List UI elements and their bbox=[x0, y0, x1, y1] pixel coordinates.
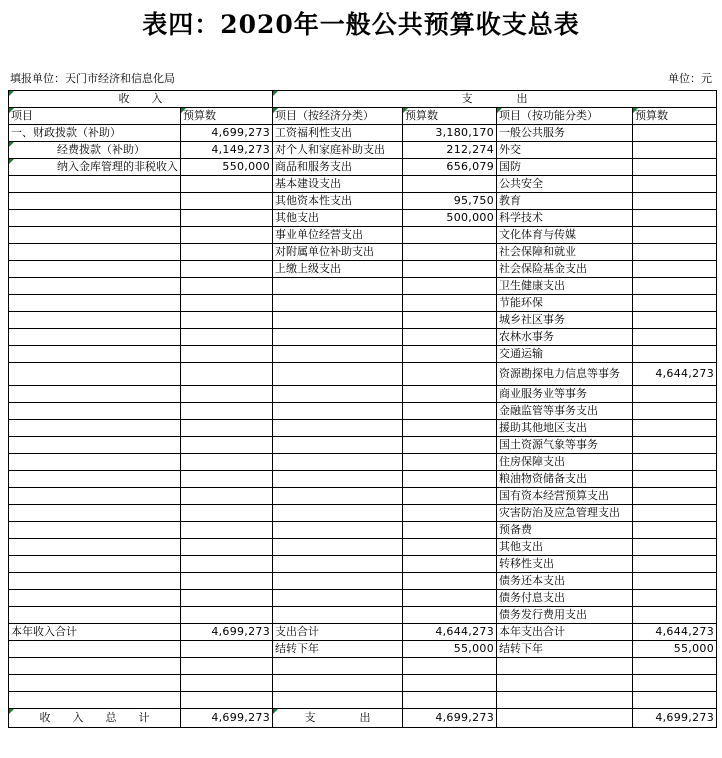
econ-item-cell: 工资福利性支出 bbox=[273, 125, 403, 142]
func-item-cell: 灾害防治及应急管理支出 bbox=[497, 505, 633, 522]
econ-budget-cell: 4,644,273 bbox=[403, 624, 497, 641]
econ-budget-cell bbox=[403, 437, 497, 454]
income-item-cell bbox=[9, 573, 181, 590]
econ-budget-cell bbox=[403, 420, 497, 437]
table-row bbox=[9, 522, 717, 539]
econ-budget-cell bbox=[403, 176, 497, 193]
econ-item-cell: 对个人和家庭补助支出 bbox=[273, 142, 403, 159]
econ-budget-cell bbox=[403, 261, 497, 278]
func-budget-cell bbox=[633, 505, 717, 522]
econ-budget-cell bbox=[403, 312, 497, 329]
income-item-cell bbox=[9, 295, 181, 312]
income-item-cell bbox=[9, 329, 181, 346]
income-budget-cell bbox=[181, 193, 273, 210]
econ-item-cell bbox=[273, 675, 403, 692]
income-budget-cell bbox=[181, 522, 273, 539]
income-item-cell bbox=[9, 420, 181, 437]
func-item-cell: 预备费 bbox=[497, 522, 633, 539]
econ-item-cell bbox=[273, 658, 403, 675]
table-row bbox=[9, 641, 717, 658]
income-budget-cell bbox=[181, 363, 273, 386]
income-item-cell bbox=[9, 261, 181, 278]
income-item-cell bbox=[9, 675, 181, 692]
func-item-cell: 其他支出 bbox=[497, 539, 633, 556]
func-budget-cell: 4,644,273 bbox=[633, 363, 717, 386]
income-item-cell bbox=[9, 386, 181, 403]
income-budget-cell bbox=[181, 227, 273, 244]
func-budget-header: 预算数 bbox=[633, 108, 717, 125]
grand-total-row bbox=[9, 709, 717, 728]
table-row bbox=[9, 329, 717, 346]
income-budget-cell bbox=[181, 641, 273, 658]
table-row bbox=[9, 227, 717, 244]
expense-total-value: 4,699,273 bbox=[403, 709, 497, 728]
func-item-cell: 卫生健康支出 bbox=[497, 278, 633, 295]
econ-item-cell bbox=[273, 573, 403, 590]
income-item-cell bbox=[9, 556, 181, 573]
econ-item-cell bbox=[273, 607, 403, 624]
econ-budget-cell bbox=[403, 227, 497, 244]
econ-budget-cell: 55,000 bbox=[403, 641, 497, 658]
econ-item-cell bbox=[273, 295, 403, 312]
income-budget-cell bbox=[181, 539, 273, 556]
income-item-cell bbox=[9, 363, 181, 386]
func-item-cell: 文化体育与传媒 bbox=[497, 227, 633, 244]
econ-item-cell bbox=[273, 346, 403, 363]
func-item-header: 项目（按功能分类） bbox=[497, 108, 633, 125]
func-item-cell bbox=[497, 658, 633, 675]
income-budget-cell bbox=[181, 590, 273, 607]
income-item-cell bbox=[9, 244, 181, 261]
econ-budget-cell bbox=[403, 692, 497, 709]
income-budget-cell bbox=[181, 278, 273, 295]
income-budget-cell bbox=[181, 244, 273, 261]
func-item-cell: 社会保障和就业 bbox=[497, 244, 633, 261]
table-row bbox=[9, 658, 717, 675]
func-item-cell: 债务还本支出 bbox=[497, 573, 633, 590]
func-budget-cell bbox=[633, 539, 717, 556]
econ-budget-cell bbox=[403, 488, 497, 505]
econ-item-cell bbox=[273, 556, 403, 573]
econ-budget-cell: 95,750 bbox=[403, 193, 497, 210]
income-budget-cell bbox=[181, 488, 273, 505]
econ-budget-cell bbox=[403, 363, 497, 386]
econ-budget-cell bbox=[403, 505, 497, 522]
func-budget-cell bbox=[633, 312, 717, 329]
econ-item-cell: 基本建设支出 bbox=[273, 176, 403, 193]
econ-budget-cell: 212,274 bbox=[403, 142, 497, 159]
econ-budget-cell: 656,079 bbox=[403, 159, 497, 176]
func-budget-cell bbox=[633, 607, 717, 624]
econ-item-cell: 对附属单位补助支出 bbox=[273, 244, 403, 261]
income-item-cell bbox=[9, 312, 181, 329]
func-total-value: 4,699,273 bbox=[633, 709, 717, 728]
func-budget-cell bbox=[633, 244, 717, 261]
func-budget-cell bbox=[633, 420, 717, 437]
func-item-cell: 公共安全 bbox=[497, 176, 633, 193]
econ-item-cell bbox=[273, 386, 403, 403]
econ-budget-cell bbox=[403, 675, 497, 692]
reporting-unit: 填报单位：天门市经济和信息化局 bbox=[10, 72, 175, 85]
func-budget-cell bbox=[633, 193, 717, 210]
func-budget-cell bbox=[633, 210, 717, 227]
income-budget-cell bbox=[181, 556, 273, 573]
table-row bbox=[9, 193, 717, 210]
income-item-cell bbox=[9, 278, 181, 295]
econ-budget-cell: 500,000 bbox=[403, 210, 497, 227]
func-item-cell: 结转下年 bbox=[497, 641, 633, 658]
func-budget-cell bbox=[633, 261, 717, 278]
func-item-cell: 债务发行费用支出 bbox=[497, 607, 633, 624]
func-budget-cell bbox=[633, 142, 717, 159]
table-row bbox=[9, 142, 717, 159]
income-item-cell bbox=[9, 403, 181, 420]
func-budget-cell bbox=[633, 488, 717, 505]
table-row bbox=[9, 420, 717, 437]
func-budget-cell bbox=[633, 386, 717, 403]
func-budget-cell bbox=[633, 329, 717, 346]
econ-item-cell: 结转下年 bbox=[273, 641, 403, 658]
income-budget-header: 预算数 bbox=[181, 108, 273, 125]
income-budget-cell bbox=[181, 403, 273, 420]
func-budget-cell bbox=[633, 522, 717, 539]
table-row bbox=[9, 471, 717, 488]
econ-item-cell bbox=[273, 278, 403, 295]
econ-budget-cell bbox=[403, 278, 497, 295]
expense-section-header: 支 出 bbox=[273, 91, 717, 108]
table-row bbox=[9, 346, 717, 363]
func-item-cell: 粮油物资储备支出 bbox=[497, 471, 633, 488]
table-row bbox=[9, 363, 717, 386]
table-row bbox=[9, 261, 717, 278]
table-row bbox=[9, 675, 717, 692]
func-item-cell: 外交 bbox=[497, 142, 633, 159]
econ-item-cell: 商品和服务支出 bbox=[273, 159, 403, 176]
table-row bbox=[9, 590, 717, 607]
income-budget-cell bbox=[181, 346, 273, 363]
econ-budget-cell bbox=[403, 454, 497, 471]
table-row bbox=[9, 573, 717, 590]
income-budget-cell bbox=[181, 386, 273, 403]
econ-item-cell bbox=[273, 363, 403, 386]
func-budget-cell bbox=[633, 590, 717, 607]
func-item-cell: 商业服务业等事务 bbox=[497, 386, 633, 403]
func-budget-cell bbox=[633, 454, 717, 471]
table-row bbox=[9, 403, 717, 420]
econ-budget-cell bbox=[403, 590, 497, 607]
func-item-cell bbox=[497, 675, 633, 692]
func-budget-cell bbox=[633, 471, 717, 488]
econ-budget-cell bbox=[403, 539, 497, 556]
func-item-cell: 国有资本经营预算支出 bbox=[497, 488, 633, 505]
econ-budget-cell bbox=[403, 607, 497, 624]
table-row bbox=[9, 607, 717, 624]
econ-budget-cell bbox=[403, 346, 497, 363]
func-item-cell: 国土资源气象等事务 bbox=[497, 437, 633, 454]
econ-item-cell bbox=[273, 488, 403, 505]
econ-budget-cell bbox=[403, 329, 497, 346]
table-row bbox=[9, 386, 717, 403]
func-budget-cell bbox=[633, 159, 717, 176]
econ-budget-header: 预算数 bbox=[403, 108, 497, 125]
income-budget-cell bbox=[181, 573, 273, 590]
func-item-cell: 金融监管等事务支出 bbox=[497, 403, 633, 420]
income-item-cell bbox=[9, 607, 181, 624]
func-budget-cell: 4,644,273 bbox=[633, 624, 717, 641]
income-budget-cell: 550,000 bbox=[181, 159, 273, 176]
table-row bbox=[9, 454, 717, 471]
table-row bbox=[9, 176, 717, 193]
econ-item-header: 项目（按经济分类） bbox=[273, 108, 403, 125]
income-item-cell bbox=[9, 437, 181, 454]
income-item-cell bbox=[9, 346, 181, 363]
table-row bbox=[9, 488, 717, 505]
table-row bbox=[9, 437, 717, 454]
table-row bbox=[9, 312, 717, 329]
income-budget-cell bbox=[181, 437, 273, 454]
income-budget-cell bbox=[181, 295, 273, 312]
econ-item-cell bbox=[273, 692, 403, 709]
income-item-cell bbox=[9, 193, 181, 210]
func-budget-cell: 55,000 bbox=[633, 641, 717, 658]
income-item-cell bbox=[9, 454, 181, 471]
econ-item-cell bbox=[273, 329, 403, 346]
income-budget-cell bbox=[181, 210, 273, 227]
table-body bbox=[9, 125, 717, 709]
income-item-cell bbox=[9, 176, 181, 193]
func-item-cell bbox=[497, 692, 633, 709]
table-row bbox=[9, 159, 717, 176]
econ-budget-cell bbox=[403, 386, 497, 403]
econ-budget-cell bbox=[403, 573, 497, 590]
income-item-header: 项目 bbox=[9, 108, 181, 125]
income-budget-cell bbox=[181, 261, 273, 278]
econ-item-cell: 其他支出 bbox=[273, 210, 403, 227]
income-budget-cell bbox=[181, 329, 273, 346]
func-item-cell: 社会保险基金支出 bbox=[497, 261, 633, 278]
func-item-cell: 本年支出合计 bbox=[497, 624, 633, 641]
econ-item-cell bbox=[273, 505, 403, 522]
econ-item-cell bbox=[273, 437, 403, 454]
func-budget-cell bbox=[633, 675, 717, 692]
econ-budget-cell bbox=[403, 556, 497, 573]
income-item-cell: 经费拨款（补助） bbox=[9, 142, 181, 159]
econ-item-cell bbox=[273, 471, 403, 488]
income-budget-cell: 4,149,273 bbox=[181, 142, 273, 159]
econ-budget-cell bbox=[403, 471, 497, 488]
income-item-cell bbox=[9, 692, 181, 709]
income-item-cell bbox=[9, 658, 181, 675]
econ-item-cell bbox=[273, 522, 403, 539]
func-budget-cell bbox=[633, 437, 717, 454]
income-item-cell bbox=[9, 539, 181, 556]
table-row bbox=[9, 125, 717, 142]
func-budget-cell bbox=[633, 692, 717, 709]
income-item-cell bbox=[9, 471, 181, 488]
func-total-label bbox=[497, 709, 633, 728]
income-item-cell bbox=[9, 488, 181, 505]
table-row bbox=[9, 278, 717, 295]
income-budget-cell bbox=[181, 454, 273, 471]
econ-item-cell bbox=[273, 403, 403, 420]
econ-budget-cell bbox=[403, 522, 497, 539]
income-budget-cell bbox=[181, 420, 273, 437]
income-total-value: 4,699,273 bbox=[181, 709, 273, 728]
income-budget-cell bbox=[181, 505, 273, 522]
income-item-cell: 本年收入合计 bbox=[9, 624, 181, 641]
income-budget-cell bbox=[181, 312, 273, 329]
func-item-cell: 转移性支出 bbox=[497, 556, 633, 573]
income-item-cell bbox=[9, 522, 181, 539]
econ-budget-cell bbox=[403, 403, 497, 420]
econ-budget-cell: 3,180,170 bbox=[403, 125, 497, 142]
func-item-cell: 资源勘探电力信息等事务 bbox=[497, 363, 633, 386]
econ-budget-cell bbox=[403, 658, 497, 675]
income-budget-cell: 4,699,273 bbox=[181, 125, 273, 142]
expense-total-label: 支 出 bbox=[273, 709, 403, 728]
econ-budget-cell bbox=[403, 244, 497, 261]
income-item-cell bbox=[9, 641, 181, 658]
func-budget-cell bbox=[633, 556, 717, 573]
econ-item-cell: 事业单位经营支出 bbox=[273, 227, 403, 244]
income-budget-cell bbox=[181, 176, 273, 193]
func-item-cell: 国防 bbox=[497, 159, 633, 176]
table-row bbox=[9, 295, 717, 312]
table-row bbox=[9, 210, 717, 227]
income-item-cell: 一、财政拨款（补助） bbox=[9, 125, 181, 142]
income-budget-cell bbox=[181, 658, 273, 675]
func-item-cell: 教育 bbox=[497, 193, 633, 210]
func-budget-cell bbox=[633, 125, 717, 142]
func-budget-cell bbox=[633, 227, 717, 244]
func-item-cell: 节能环保 bbox=[497, 295, 633, 312]
budget-table bbox=[8, 90, 717, 728]
income-budget-cell bbox=[181, 471, 273, 488]
econ-item-cell bbox=[273, 312, 403, 329]
table-row bbox=[9, 505, 717, 522]
income-budget-cell bbox=[181, 607, 273, 624]
table-row bbox=[9, 539, 717, 556]
func-item-cell: 交通运输 bbox=[497, 346, 633, 363]
econ-item-cell: 支出合计 bbox=[273, 624, 403, 641]
func-item-cell: 城乡社区事务 bbox=[497, 312, 633, 329]
func-item-cell: 一般公共服务 bbox=[497, 125, 633, 142]
income-budget-cell: 4,699,273 bbox=[181, 624, 273, 641]
econ-item-cell bbox=[273, 420, 403, 437]
econ-item-cell: 其他资本性支出 bbox=[273, 193, 403, 210]
page-title: 表四：2020年一般公共预算收支总表 bbox=[142, 10, 580, 39]
income-item-cell: 纳入金库管理的非税收入 bbox=[9, 159, 181, 176]
table-row bbox=[9, 692, 717, 709]
func-item-cell: 住房保障支出 bbox=[497, 454, 633, 471]
table-row bbox=[9, 244, 717, 261]
func-item-cell: 援助其他地区支出 bbox=[497, 420, 633, 437]
econ-item-cell bbox=[273, 454, 403, 471]
income-item-cell bbox=[9, 590, 181, 607]
income-item-cell bbox=[9, 505, 181, 522]
income-item-cell bbox=[9, 210, 181, 227]
econ-item-cell bbox=[273, 539, 403, 556]
income-budget-cell bbox=[181, 692, 273, 709]
econ-item-cell bbox=[273, 590, 403, 607]
income-item-cell bbox=[9, 227, 181, 244]
table-row bbox=[9, 624, 717, 641]
func-item-cell: 科学技术 bbox=[497, 210, 633, 227]
func-budget-cell bbox=[633, 278, 717, 295]
func-budget-cell bbox=[633, 346, 717, 363]
func-budget-cell bbox=[633, 176, 717, 193]
func-budget-cell bbox=[633, 403, 717, 420]
income-total-label: 收 入 总 计 bbox=[9, 709, 181, 728]
currency-unit: 单位：元 bbox=[668, 72, 712, 85]
econ-budget-cell bbox=[403, 295, 497, 312]
func-item-cell: 债务付息支出 bbox=[497, 590, 633, 607]
func-budget-cell bbox=[633, 658, 717, 675]
func-budget-cell bbox=[633, 573, 717, 590]
func-budget-cell bbox=[633, 295, 717, 312]
income-budget-cell bbox=[181, 675, 273, 692]
func-item-cell: 农林水事务 bbox=[497, 329, 633, 346]
econ-item-cell: 上缴上级支出 bbox=[273, 261, 403, 278]
income-section-header: 收 入 bbox=[9, 91, 273, 108]
table-row bbox=[9, 556, 717, 573]
